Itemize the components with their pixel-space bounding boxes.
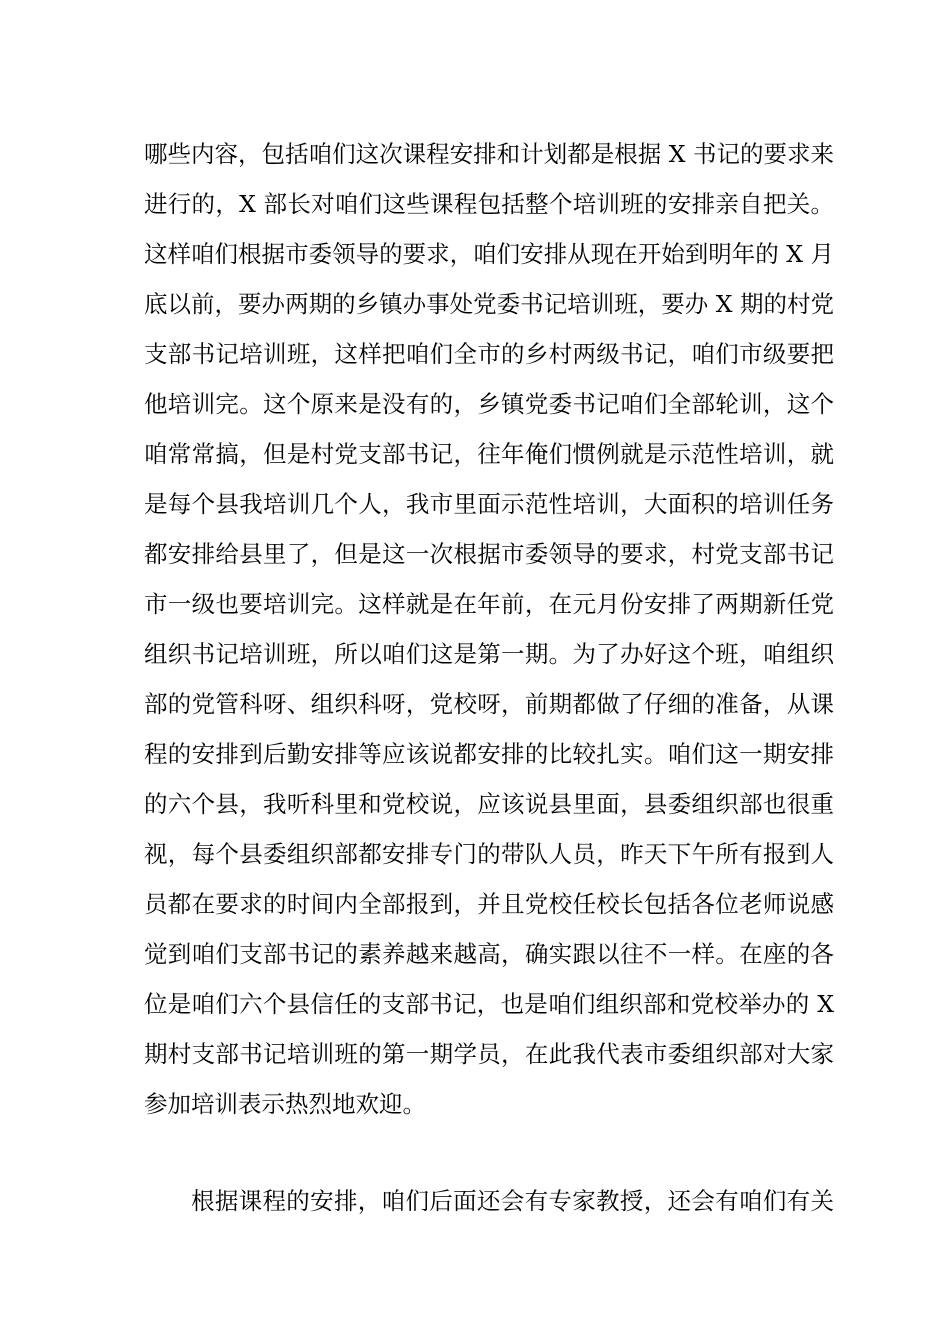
text-line: 咱常常搞，但是村党支部书记，往年俺们惯例就是示范性培训，就 [144,440,834,468]
text-line: 这样咱们根据市委领导的要求，咱们安排从现在开始到明年的 X 月 [144,240,834,268]
text-line: 是每个县我培训几个人，我市里面示范性培训，大面积的培训任务 [144,490,834,518]
text-line: 根据课程的安排，咱们后面还会有专家教授，还会有咱们有关 [191,1187,834,1215]
text-line: 员都在要求的时间内全部报到，并且党校任校长包括各位老师说感 [144,890,834,918]
text-line: 他培训完。这个原来是没有的，乡镇党委书记咱们全部轮训，这个 [144,390,834,418]
text-line: 觉到咱们支部书记的素养越来越高，确实跟以往不一样。在座的各 [144,940,834,968]
text-line: 哪些内容，包括咱们这次课程安排和计划都是根据 X 书记的要求来 [144,140,834,168]
text-line: 位是咱们六个县信任的支部书记，也是咱们组织部和党校举办的 X [144,990,834,1018]
text-line: 期村支部书记培训班的第一期学员，在此我代表市委组织部对大家 [144,1040,834,1068]
text-line: 程的安排到后勤安排等应该说都安排的比较扎实。咱们这一期安排 [144,740,834,768]
text-line: 部的党管科呀、组织科呀，党校呀，前期都做了仔细的准备，从课 [144,690,834,718]
text-line: 都安排给县里了，但是这一次根据市委领导的要求，村党支部书记 [144,540,834,568]
text-line: 支部书记培训班，这样把咱们全市的乡村两级书记，咱们市级要把 [144,340,834,368]
text-line: 底以前，要办两期的乡镇办事处党委书记培训班，要办 X 期的村党 [144,290,834,318]
text-line: 视，每个县委组织部都安排专门的带队人员，昨天下午所有报到人 [144,840,834,868]
text-line: 组织书记培训班，所以咱们这是第一期。为了办好这个班，咱组织 [144,640,834,668]
text-line: 市一级也要培训完。这样就是在年前，在元月份安排了两期新任党 [144,590,834,618]
text-line: 参加培训表示热烈地欢迎。 [144,1090,426,1118]
text-line: 的六个县，我听科里和党校说，应该说县里面，县委组织部也很重 [144,790,834,818]
text-line: 进行的，X 部长对咱们这些课程包括整个培训班的安排亲自把关。 [144,190,834,218]
